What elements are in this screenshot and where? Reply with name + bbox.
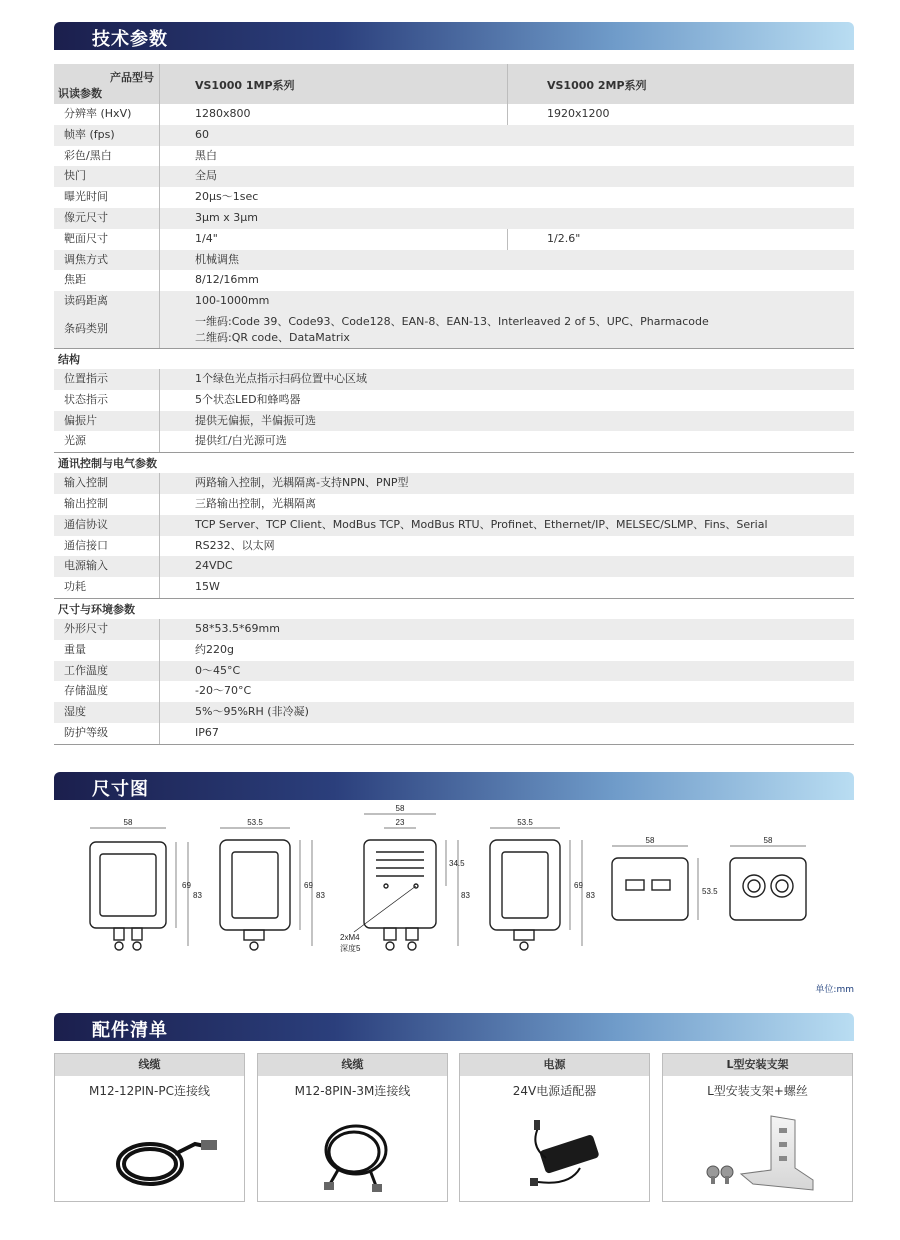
row-value: 100-1000mm xyxy=(195,294,270,308)
row-label: 光源 xyxy=(64,434,86,448)
row-value: 1个绿色光点指示扫码位置中心区域 xyxy=(195,371,367,385)
row-value: 提供无偏振，半偏振可选 xyxy=(195,413,316,427)
row-value: 机械调焦 xyxy=(195,252,239,266)
accessory-name: M12-12PIN-PC连接线 xyxy=(89,1084,210,1098)
row-value: -20～70°C xyxy=(195,684,252,698)
dim-label: 53.5 xyxy=(517,818,533,827)
barcode-1d: 一维码:Code 39、Code93、Code128、EAN-8、EAN-13、Interleaved 2 of 5、UPC、Pharmacode xyxy=(195,314,709,328)
spec-row xyxy=(54,291,854,312)
row-label: 工作温度 xyxy=(64,663,108,677)
row-label: 焦距 xyxy=(64,273,86,287)
row-value: 15W xyxy=(195,580,220,594)
dim-label: 23 xyxy=(395,818,405,827)
row-label: 快门 xyxy=(64,169,86,183)
row-label: 彩色/黑白 xyxy=(64,148,112,162)
depth-label: 深度5 xyxy=(340,944,361,953)
group-title: 结构 xyxy=(54,348,854,369)
spec-row xyxy=(54,536,854,557)
spec-row xyxy=(54,640,854,661)
accessory-card-cable-3m xyxy=(257,1053,448,1202)
row-value: 约220g xyxy=(195,642,234,656)
row-label: 条码类别 xyxy=(64,321,108,335)
row-label: 偏振片 xyxy=(64,413,97,427)
row-value-2mp: 1920x1200 xyxy=(547,107,610,120)
spec-row xyxy=(54,681,854,702)
spec-row xyxy=(54,390,854,411)
accessory-card-power xyxy=(459,1053,650,1202)
row-value: 提供红/白光源可选 xyxy=(195,434,287,448)
row-value: 5%～95%RH (非冷凝) xyxy=(195,705,309,719)
cable-icon xyxy=(258,1106,449,1201)
accessory-category: 电源 xyxy=(460,1054,649,1076)
spec-header-row xyxy=(54,64,854,104)
section-header-dims xyxy=(54,772,854,800)
accessory-name: L型安装支架+螺丝 xyxy=(707,1084,808,1098)
row-label: 电源输入 xyxy=(64,559,108,573)
dimension-drawings xyxy=(54,800,854,990)
row-value: 5个状态LED和蜂鸣器 xyxy=(195,392,301,406)
spec-row xyxy=(54,125,854,146)
row-label: 像元尺寸 xyxy=(64,210,108,224)
row-label: 帧率 (fps) xyxy=(64,127,115,141)
row-value: IP67 xyxy=(195,725,219,739)
section-title: 尺寸图 xyxy=(92,779,149,800)
dim-label: 58 xyxy=(763,836,773,845)
dim-label: 53.5 xyxy=(702,887,718,896)
row-value: 全局 xyxy=(195,169,217,183)
spec-row xyxy=(54,229,854,250)
coiled-cable-icon xyxy=(55,1106,246,1201)
dim-label: 58 xyxy=(645,836,655,845)
section-title: 配件清单 xyxy=(92,1020,168,1041)
section-header-specs xyxy=(54,22,854,50)
dim-label: 69 xyxy=(574,881,583,890)
row-value: 三路输出控制，光耦隔离 xyxy=(195,496,316,510)
row-value: 8/12/16mm xyxy=(195,273,259,287)
row-label: 存储温度 xyxy=(64,684,108,698)
row-value: 24VDC xyxy=(195,559,233,573)
section-title: 技术参数 xyxy=(92,29,168,50)
spec-row xyxy=(54,187,854,208)
accessory-card-cable-pc xyxy=(54,1053,245,1202)
row-label: 输入控制 xyxy=(64,476,108,490)
product-model-label: 产品型号 xyxy=(110,71,154,84)
row-label: 湿度 xyxy=(64,705,86,719)
row-value: RS232、以太网 xyxy=(195,538,275,552)
spec-row xyxy=(54,723,854,744)
row-label: 外形尺寸 xyxy=(64,621,108,635)
spec-row xyxy=(54,250,854,271)
spec-row xyxy=(54,411,854,432)
row-label: 位置指示 xyxy=(64,371,108,385)
model-1mp: VS1000 1MP系列 xyxy=(195,79,295,92)
view-back-2 xyxy=(490,840,560,950)
view-top xyxy=(612,858,688,920)
section-header-accessories xyxy=(54,1013,854,1041)
row-value: 1280x800 xyxy=(195,107,251,120)
view-back xyxy=(220,840,290,950)
read-params-label: 识读参数 xyxy=(58,87,102,100)
row-label: 分辨率 (HxV) xyxy=(64,107,132,120)
row-value: 58*53.5*69mm xyxy=(195,621,280,635)
row-value: 两路输入控制，光耦隔离-支持NPN、PNP型 xyxy=(195,476,409,490)
dim-label: 83 xyxy=(586,891,595,900)
row-label: 通信接口 xyxy=(64,538,108,552)
row-label: 靶面尺寸 xyxy=(64,231,108,245)
accessory-name: 24V电源适配器 xyxy=(512,1084,597,1098)
spec-row xyxy=(54,473,854,494)
spec-row xyxy=(54,494,854,515)
row-label: 曝光时间 xyxy=(64,190,108,204)
dim-label: 58 xyxy=(395,804,405,813)
model-2mp: VS1000 2MP系列 xyxy=(547,79,647,92)
row-label: 通信协议 xyxy=(64,517,108,531)
spec-row xyxy=(54,208,854,229)
row-label: 状态指示 xyxy=(64,392,108,406)
row-label: 调焦方式 xyxy=(64,252,108,266)
accessory-category: 线缆 xyxy=(258,1054,447,1076)
dim-label: 34.5 xyxy=(449,859,465,868)
spec-row xyxy=(54,577,854,598)
dim-label: 83 xyxy=(316,891,325,900)
spec-row xyxy=(54,270,854,291)
spec-row xyxy=(54,431,854,452)
bracket-icon xyxy=(663,1106,854,1201)
row-value: 黑白 xyxy=(195,148,217,162)
row-value: 3μm x 3μm xyxy=(195,210,258,224)
spec-row xyxy=(54,104,854,125)
spec-row xyxy=(54,619,854,640)
row-value: 0～45°C xyxy=(195,663,241,677)
spec-row xyxy=(54,661,854,682)
spec-row xyxy=(54,146,854,167)
spec-table xyxy=(54,64,854,745)
spec-row xyxy=(54,556,854,577)
view-front xyxy=(90,842,166,950)
row-value: 1/4" xyxy=(195,231,218,245)
row-label: 功耗 xyxy=(64,580,86,594)
group-title: 尺寸与环境参数 xyxy=(54,598,854,619)
row-value: TCP Server、TCP Client、ModBus TCP、ModBus RTU、Profinet、Ethernet/IP、MELSEC/SLMP、Fins、Serial xyxy=(195,517,768,531)
view-bottom xyxy=(730,858,806,920)
view-side xyxy=(354,840,436,950)
dim-label: 83 xyxy=(193,891,202,900)
dim-label: 53.5 xyxy=(247,818,263,827)
barcode-row xyxy=(54,312,854,348)
group-title: 通讯控制与电气参数 xyxy=(54,452,854,473)
accessory-category: L型安装支架 xyxy=(663,1054,852,1076)
row-label: 防护等级 xyxy=(64,725,108,739)
row-value-2mp: 1/2.6" xyxy=(547,231,581,245)
dim-label: 69 xyxy=(182,881,191,890)
barcode-2d: 二维码:QR code、DataMatrix xyxy=(195,330,350,344)
row-label: 输出控制 xyxy=(64,496,108,510)
unit-label: 单位:mm xyxy=(815,985,854,995)
dim-label: 69 xyxy=(304,881,313,890)
spec-row xyxy=(54,515,854,536)
dim-label: 58 xyxy=(123,818,133,827)
screw-label: 2xM4 xyxy=(340,933,360,942)
spec-row xyxy=(54,702,854,723)
row-label: 重量 xyxy=(64,642,86,656)
spec-row xyxy=(54,166,854,187)
row-label: 读码距离 xyxy=(64,294,108,308)
accessory-category: 线缆 xyxy=(55,1054,244,1076)
dim-label: 83 xyxy=(461,891,470,900)
row-value: 20μs～1sec xyxy=(195,190,259,204)
row-value: 60 xyxy=(195,127,209,141)
accessory-card-bracket xyxy=(662,1053,853,1202)
power-adapter-icon xyxy=(460,1106,651,1201)
accessory-name: M12-8PIN-3M连接线 xyxy=(294,1084,411,1098)
spec-row xyxy=(54,369,854,390)
